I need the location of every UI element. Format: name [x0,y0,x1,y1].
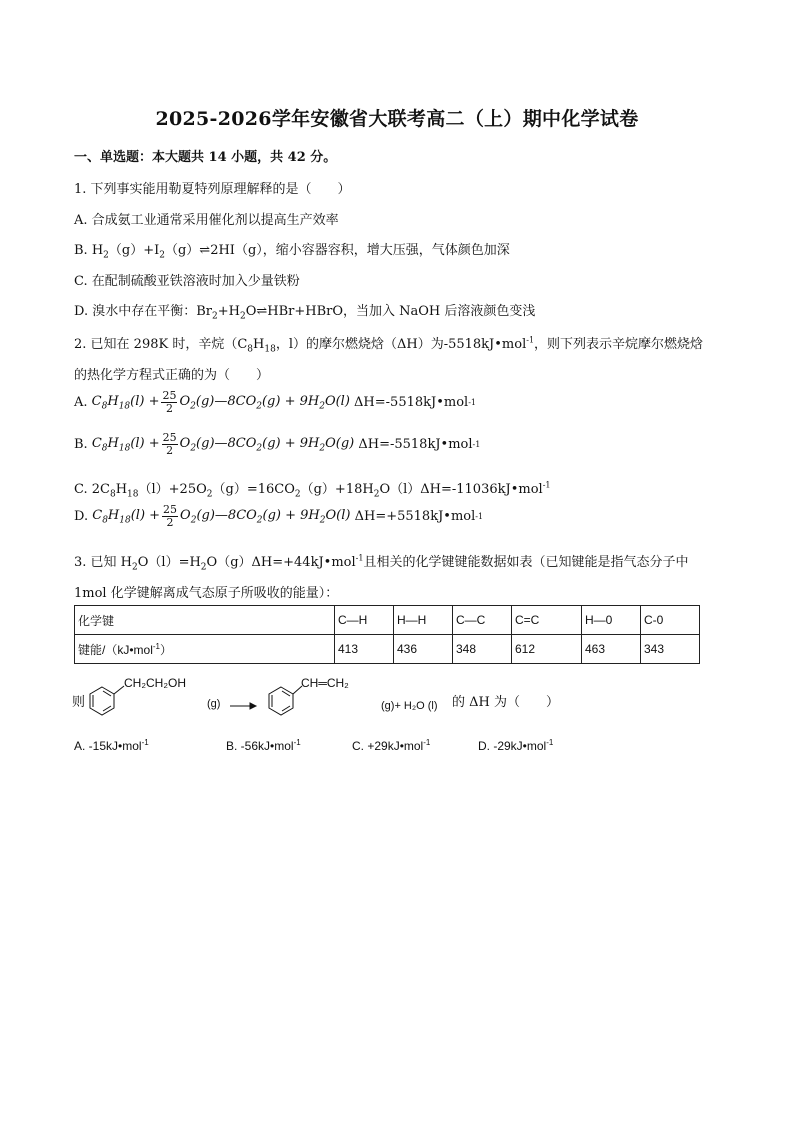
q2-option-d: D. $C_8H_{18}(l)$ + $\frac{25}{2}$ $O_2(g)—8CO_2(g) + 9H_2O(l)$ ΔH=+5518kJ•mol -1 [74,503,484,529]
fraction: $\frac{25}{2}$ [162,389,177,415]
q1-option-d: D. 溴水中存在平衡：$Br_2+H_2O\rightleftharpoons HBr+HBrO$，当加入 NaOH 后溶液颜色变浅 [74,304,536,322]
q3-option-b: B. -56kJ•mol$^{-1}$ [226,738,301,753]
q3-stem-line1: 3. 已知 $H_2O(l)=H_2O(g)\Delta H=+44kJ•mol^{-1}$且相关的化学键键能数据如表（已知键能是指气态分子中 [74,553,689,573]
reaction-prefix: 则 [72,695,86,710]
q1-option-b: B. $H_2(g)+I_2(g)\rightleftharpoons 2HI(g)$，缩小容器容积，增大压强，气体颜色加深 [74,243,510,261]
table-row [75,606,700,635]
fraction: $\frac{25}{2}$ [163,503,178,529]
table-cell: 463 [582,635,641,664]
section-heading: 一、单选题：本大题共 14 小题，共 42 分。 [74,150,337,165]
q3-stem-line2: 1mol 化学键解离成气态原子所吸收的能量）： [74,586,339,601]
q3-option-c: C. +29kJ•mol$^{-1}$ [352,738,431,753]
product-state: (g)+ H₂O (l) [381,700,438,712]
q1-option-c: C. 在配制硫酸亚铁溶液时加入少量铁粉 [74,274,300,289]
fraction: $\frac{25}{2}$ [162,431,177,457]
table-cell: 413 [335,635,394,664]
page-title: 2025-2026学年安徽省大联考高二（上）期中化学试卷 [155,108,639,130]
table-cell: 348 [453,635,512,664]
table-cell: H—H [394,606,453,635]
table-cell: 343 [641,635,700,664]
table-row [75,635,700,664]
table-cell: C—H [335,606,394,635]
reactant-state: (g) [207,698,221,710]
q1-option-a: A. 合成氨工业通常采用催化剂以提高生产效率 [74,213,339,228]
table-cell: 612 [512,635,582,664]
table-cell: C-0 [641,606,700,635]
benzene-ring-product [269,686,302,715]
q3-option-a: A. -15kJ•mol$^{-1}$ [74,738,149,753]
q1-stem: 1. 下列事实能用勒夏特列原理解释的是（ ） [74,182,351,197]
q3-option-d: D. -29kJ•mol$^{-1}$ [478,738,554,753]
table-cell: H—0 [582,606,641,635]
q2-stem-line2: 的热化学方程式正确的为（ ） [74,368,270,383]
q2-stem-line1: 2. 已知在 298K 时，辛烷（$C_8H_{18}$，l）的摩尔燃烧焓（ΔH）为-5518kJ•mol$^{-1}$，则下列表示辛烷摩尔燃烧焓 [74,335,704,355]
table-cell: 键能/（kJ•mol$^{-1}$） [75,635,335,664]
reactant-substituent: CH₂CH₂OH [124,676,186,690]
product-substituent: CH═CH₂ [301,676,349,690]
table-cell: 化学键 [75,606,335,635]
q2-option-a: A. $C_8H_{18}(l)$ + $\frac{25}{2}$ $O_2(g)—8CO_2(g) + 9H_2O(l)$ ΔH=-5518kJ•mol -1 [74,389,477,415]
reaction-question: 的 ΔH 为（ ） [452,695,559,710]
table-cell: C=C [512,606,582,635]
q2-option-b: B. $C_8H_{18}(l)$ + $\frac{25}{2}$ $O_2(g)—8CO_2(g) + 9H_2O(g)$ ΔH=-5518kJ•mol -1 [74,431,481,457]
benzene-ring-reactant [90,686,124,715]
table-cell: 436 [394,635,453,664]
table-cell: C—C [453,606,512,635]
q2-option-c: C. $2C_8H_{18}(l)+25O_2(g)=16CO_2(g)+18H_2O(l)\Delta H=-11036kJ•mol^{-1}$ [74,480,551,500]
reaction-arrow [230,703,256,709]
bond-energy-table [74,605,700,664]
